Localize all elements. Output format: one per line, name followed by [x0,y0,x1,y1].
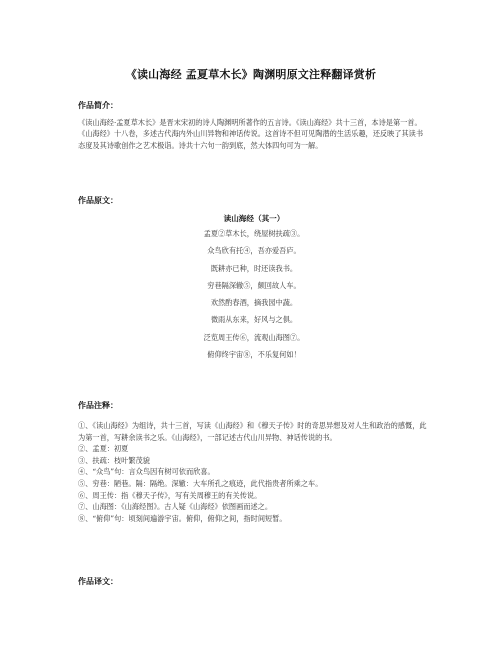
annotation-item: ⑥、周王传：指《穆天子传》，写有关周穆王的有关传说。 [78,490,262,500]
annotations-heading: 作品注释： [78,400,118,410]
intro-paragraph: 《读山海经·孟夏草木长》是晋末宋初的诗人陶渊明所著作的五言诗。《读山海经》共十三首，本诗是第一首。《山海经》十八卷，多述古代海内外山川异物和神话传说。这首诗不但可见陶潜的生活乐趣，还反映了其读书态度及其诗歌创作之艺术极诣。诗共十六句一韵到底，然大体四句可为一解。 [78,118,424,150]
annotation-item: ③、扶疏：枝叶繁茂貌 [78,455,150,465]
annotation-item: ⑤、穷巷：陋巷。隔：隔绝。深辙：大车所孔之痕迹，此代指贵者所乘之车。 [78,478,323,488]
annotation-item: ⑦、山海图：《山海经图》。古人疑《山海经》依图画而述之。 [78,502,273,512]
annotation-item: ②、孟夏：初夏 [78,444,129,454]
poem-block [78,212,430,363]
poem-line: 穷巷隔深辙⑤，颇回故人车。 [207,280,301,290]
intro-heading: 作品简介： [78,100,118,110]
poem-line: 微雨从东来，好风与之俱。 [210,315,298,325]
page-title: 《读山海经 孟夏草木长》陶渊明原文注释翻译赏析 [125,68,377,81]
annotation-item: ⑧、“俯仰”句：顷刻间遍游宇宙。俯仰，俯仰之间，指时间短暂。 [78,513,287,523]
poem-line: 既耕亦已种，时还读我书。 [210,263,298,273]
annotation-item: ④、“众鸟”句：言众鸟因有树可依而欣喜。 [78,467,215,477]
poem-line: 孟夏②草木长，绕屋树扶疏③。 [203,229,305,238]
annotations-list [78,420,430,524]
poem-line: 众鸟欣有托④，吾亦爱吾庐。 [207,246,301,256]
annotation-item: ①、《读山海经》为组诗，共十三首，写读《山海经》和《穆天子传》时的奇思异想及对人生和政治的感慨，此为第一首，写耕余读书之乐。《山海经》，一部记述古代山川异物、神话传说的书。 [78,421,427,442]
original-heading: 作品原文： [78,195,118,205]
poem-line: 欢然酌春酒，摘我园中蔬。 [210,298,298,308]
translation-heading: 作品译文： [78,576,118,586]
poem-line: 泛览周王传⑥，流观山海图⑦。 [203,332,305,342]
poem-title: 读山海经（其一） [223,214,285,223]
poem-line: 俯仰终宇宙⑧，不乐复何如！ [207,350,301,360]
